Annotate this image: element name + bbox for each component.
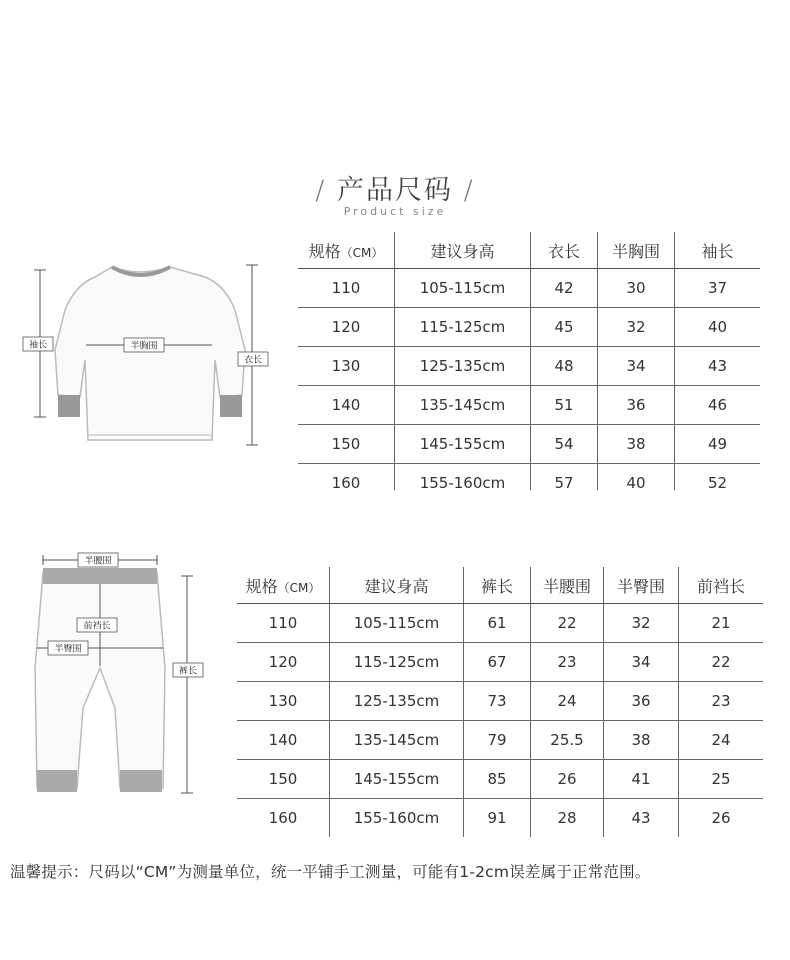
top-header-length: 衣长 bbox=[531, 232, 598, 269]
top-table-clip bbox=[298, 232, 760, 490]
table-row: 140 135-145cm 79 25.5 38 24 bbox=[237, 721, 763, 760]
table-row: 150 145-155cm 85 26 41 25 bbox=[237, 760, 763, 799]
size-note: 温馨提示：尺码以“CM”为测量单位，统一平铺手工测量，可能有1-2cm误差属于正常范围。 bbox=[10, 863, 651, 881]
title-text: 产品尺码 bbox=[337, 175, 453, 206]
top-header-chest: 半胸围 bbox=[598, 232, 675, 269]
title-slash-left: / bbox=[315, 175, 327, 206]
top-size-table bbox=[298, 232, 760, 490]
waistband bbox=[43, 568, 157, 584]
waist-label: 半腰围 bbox=[84, 556, 112, 567]
bottom-header-rise: 前裆长 bbox=[679, 567, 764, 604]
bottom-header-length: 裤长 bbox=[464, 567, 531, 604]
page-subtitle: Product size bbox=[343, 205, 447, 218]
page-title bbox=[0, 168, 790, 207]
shirt-outline bbox=[55, 267, 245, 440]
table-row: 130 125-135cm 48 34 43 bbox=[298, 347, 760, 386]
left-cuff bbox=[58, 395, 80, 417]
table-row: 120 115-125cm 67 23 34 22 bbox=[237, 643, 763, 682]
shirt-diagram bbox=[20, 255, 280, 455]
top-table-header-row bbox=[298, 232, 760, 269]
title-slash-right: / bbox=[463, 175, 475, 206]
bottom-header-hip: 半臀围 bbox=[604, 567, 679, 604]
top-header-sleeve: 袖长 bbox=[675, 232, 761, 269]
hip-label: 半臀围 bbox=[54, 644, 82, 655]
right-cuff bbox=[220, 395, 242, 417]
top-header-height: 建议身高 bbox=[395, 232, 531, 269]
table-row: 110 105-115cm 61 22 32 21 bbox=[237, 604, 763, 643]
table-row: 130 125-135cm 73 24 36 23 bbox=[237, 682, 763, 721]
length-label: 衣长 bbox=[243, 355, 263, 366]
right-ankle-cuff bbox=[120, 770, 162, 792]
pants-length-label: 裤长 bbox=[178, 666, 198, 677]
table-row: 160 155-160cm 57 40 52 bbox=[298, 464, 760, 491]
bottom-header-waist: 半腰围 bbox=[531, 567, 604, 604]
rise-label: 前裆长 bbox=[83, 621, 111, 632]
sleeve-label: 袖长 bbox=[28, 340, 48, 351]
left-ankle-cuff bbox=[37, 770, 77, 792]
bottom-size-table bbox=[237, 567, 763, 837]
chest-label: 半胸围 bbox=[130, 341, 158, 352]
bottom-header-spec: 规格（CM） bbox=[237, 567, 330, 604]
bottom-table-header-row bbox=[237, 567, 763, 604]
table-row: 150 145-155cm 54 38 49 bbox=[298, 425, 760, 464]
pants-diagram bbox=[15, 548, 215, 808]
table-row: 160 155-160cm 91 28 43 26 bbox=[237, 799, 763, 838]
bottom-header-height: 建议身高 bbox=[330, 567, 464, 604]
table-row: 110 105-115cm 42 30 37 bbox=[298, 269, 760, 308]
table-row: 140 135-145cm 51 36 46 bbox=[298, 386, 760, 425]
top-header-spec: 规格（CM） bbox=[298, 232, 395, 269]
table-row: 120 115-125cm 45 32 40 bbox=[298, 308, 760, 347]
